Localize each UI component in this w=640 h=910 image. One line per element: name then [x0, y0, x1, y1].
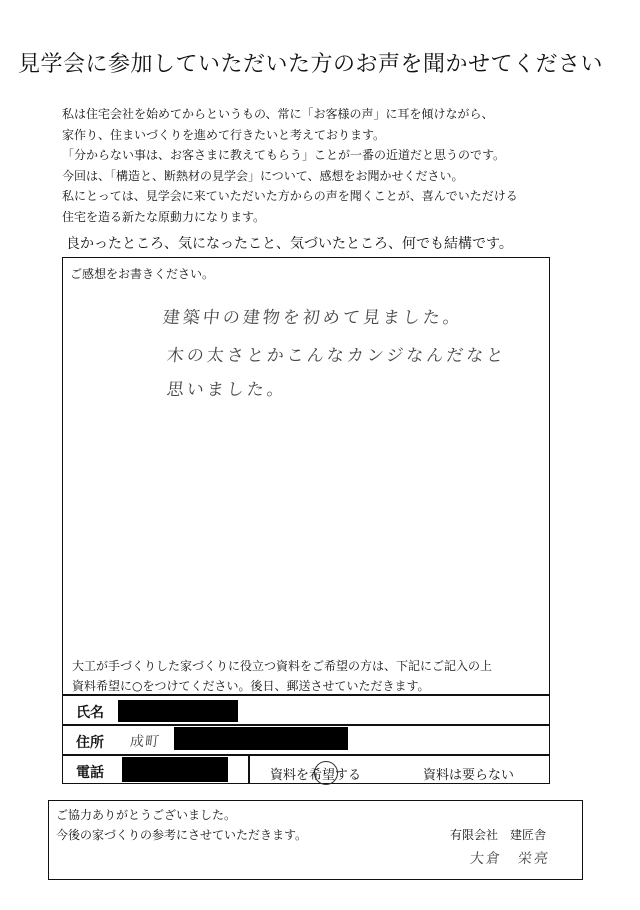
name-label: 氏名: [76, 705, 104, 721]
intro-line: 私は住宅会社を始めてからというもの、常に「お客様の声」に耳を傾けながら、: [62, 107, 494, 121]
address-label: 住所: [76, 735, 104, 751]
name-field[interactable]: [118, 700, 238, 722]
intro-line: 私にとっては、見学会に来ていただいた方からの声を聞くことが、喜んでいただける: [62, 189, 518, 203]
option-no-materials[interactable]: 資料は要らない: [423, 768, 515, 783]
form-divider: [62, 694, 550, 696]
comment-box-label: ご感想をお書きください。: [70, 267, 215, 281]
handwritten-comment-line: 木の太さとかこんなカンジなんだなと: [165, 346, 508, 366]
request-line: 資料希望に○をつけてください。後日、郵送させていただきます。: [72, 679, 430, 693]
intro-line: 「分からない事は、お客さまに教えてもらう」ことが一番の近道だと思うのです。: [62, 148, 506, 162]
address-handwritten: 成町: [129, 734, 161, 750]
footer-reference: 今後の家づくりの参考にさせていただきます。: [56, 828, 308, 842]
form-divider: [62, 724, 550, 726]
phone-field[interactable]: [122, 757, 228, 782]
request-instructions: [72, 656, 492, 696]
request-line: 大工が手づくりした家づくりに役立つ資料をご希望の方は、下記にご記入の上: [72, 659, 493, 673]
intro-line: 住宅を造る新たな原動力になります。: [62, 209, 266, 224]
phone-label: 電話: [76, 765, 104, 781]
handwritten-comment-line: 建築中の建物を初めて見ました。: [161, 308, 464, 328]
intro-line: 家作り、住まいづくりを進めて行きたいと考えております。: [62, 127, 386, 142]
footer-thanks: ご協力ありがとうございました。: [56, 808, 237, 822]
intro-text: [62, 104, 518, 227]
handwritten-comment-line: 思いました。: [165, 380, 288, 400]
form-divider: [248, 754, 250, 784]
form-divider: [62, 754, 550, 756]
option-request-materials[interactable]: 資料を希望する: [270, 768, 362, 783]
signature: 大倉 栄亮: [469, 851, 551, 867]
company-name: 有限会社 建匠舎: [450, 828, 547, 842]
address-field[interactable]: [174, 727, 348, 750]
comment-prompt: 良かったところ、気になったこと、気づいたところ、何でも結構です。: [66, 236, 513, 252]
page-title: 見学会に参加していただいた方のお声を聞かせてください: [18, 52, 604, 77]
intro-line: 今回は、「構造と、断熱材の見学会」について、感想をお聞かせください。: [62, 168, 464, 183]
